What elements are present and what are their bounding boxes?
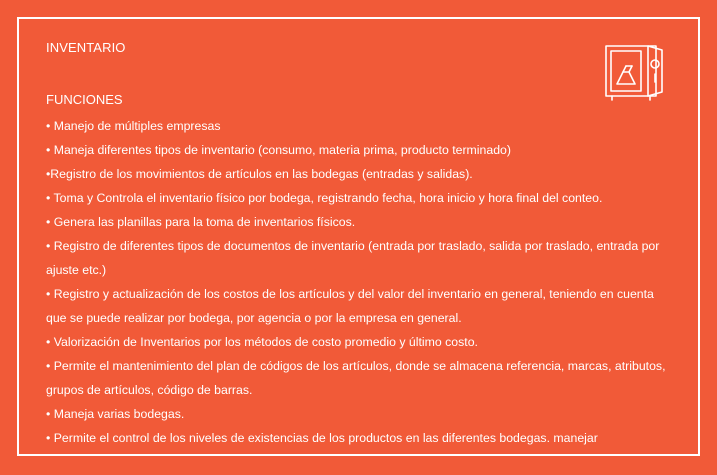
list-item: •Registro de los movimientos de artículos en las bodegas (entradas y salidas).	[46, 167, 473, 181]
panel-title: INVENTARIO	[46, 40, 126, 55]
list-item: • Manejo de múltiples empresas	[46, 119, 221, 133]
list-item: • Permite el mantenimiento del plan de códigos de los artículos, donde se almacena referencia, marcas, atributos, grupos de artículos, código de barras.	[46, 359, 666, 397]
list-item: • Registro de diferentes tipos de documentos de inventario (entrada por traslado, salida por traslado, entrada por ajuste etc.)	[46, 239, 660, 277]
features-list	[46, 114, 676, 450]
list-item: • Maneja diferentes tipos de inventario (consumo, materia prima, producto terminado)	[46, 143, 511, 157]
list-item: • Registro y actualización de los costos de los artículos y del valor del inventario en general, teniendo en cuenta que se puede realizar por bodega, por agencia o por la empresa en general.	[46, 287, 654, 325]
safe-icon	[604, 42, 666, 104]
list-item: • Genera las planillas para la toma de inventarios físicos.	[46, 215, 356, 229]
list-item: • Permite el control de los niveles de existencias de los productos en las diferentes bodegas. manejar	[46, 431, 598, 445]
list-item: • Maneja varias bodegas.	[46, 407, 185, 421]
list-item: • Valorización de Inventarios por los métodos de costo promedio y último costo.	[46, 335, 478, 349]
list-item: • Toma y Controla el inventario físico por bodega, registrando fecha, hora inicio y hora final del conteo.	[46, 191, 603, 205]
section-heading: FUNCIONES	[46, 92, 123, 107]
